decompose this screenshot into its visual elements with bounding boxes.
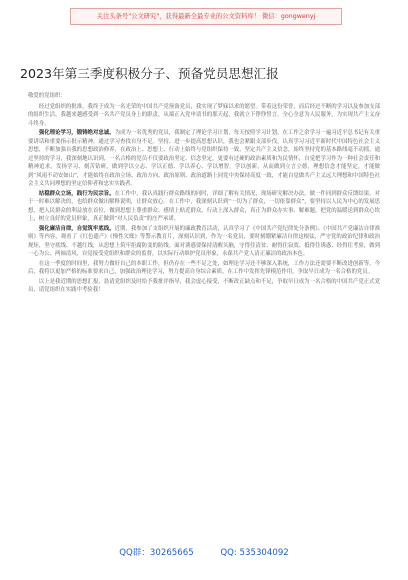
paragraph-text: 以上是我近期的思想汇报，恳请党组织及时给予我批评指导，我会虚心接受，不断改正缺点和不足，争取早日成为一名合格的中国共产党正式党员，请党组织在实践中考验我！: [28, 278, 380, 293]
body-paragraph: [28, 278, 380, 295]
body-paragraph: [28, 103, 380, 129]
paragraph-lead: 站稳群众立场，践行为民宗旨。: [38, 190, 115, 197]
paragraph-lead: 强化廉洁自律，自觉筑牢底线。: [38, 225, 115, 232]
body-paragraph: [28, 260, 380, 277]
body-paragraph: [28, 225, 380, 259]
paragraph-text: 近期，我参加了支组织开展的廉政教育活动，认真学习了《中国共产党纪律处分条例》、《中国共产党廉洁自律准则》等内容，观看了《红色遗产》《慢性欠账》等警示教育片，深刻认识到，作为一名党员，要时刻绷紧廉洁自律这根弦，严守党的政治纪律和政治规矩，坚守底线、不越红线，从思想上筑牢拒腐防变的防线。面对诱惑要保持清醒头脑，守得住清贫、耐得住寂寞、抵得住诱惑、经得住考验，做到一心为公、两袖清风，自觉接受党组织和群众的监督，以实际行动维护党员形象，永葆共产党人清正廉洁的政治本色。: [28, 225, 380, 257]
page-title: 2023年第三季度积极分子、预备党员思想汇报: [20, 66, 279, 81]
body-paragraph: [28, 190, 380, 224]
body-paragraph: [28, 129, 380, 189]
qq-text: QQ: 535304092: [220, 548, 289, 558]
footer-contact: [0, 547, 408, 559]
paragraph-lead: 强化理论学习，锻铸绝对忠诚。: [38, 130, 115, 136]
salutation: 敬爱的党组织：: [28, 93, 66, 99]
paragraph-text: 在这一季度的时间里，我努力做好自己的本职工作，但仍存在一些不足之处，如理论学习还不够深入系统，工作方法还需要不断改进创新等。今后，我将以更加严格的标准要求自己，加强政治理论学习，努力提高自身综合素质，在工作中发挥先锋模范作用，争取早日成为一名合格的党员。: [28, 260, 380, 275]
paragraph-list: [28, 103, 380, 295]
document-body: [28, 92, 380, 296]
top-banner: 关注头条号"公文研究"，获得最新全最专业的公文资料库！ 微信：gongwenyj: [70, 8, 342, 25]
paragraph-text: 经过党组织的批准，我终于成为一名光荣的中国共产党预备党员，我实现了梦寐以求的愿望。带着这份荣誉，而后经过不断的学习以及参加支部的组织生活，我越来越感受到一名共产党员身上的职责，从端正入党申请书的那天起，我就立下铮铮誓言，全心全意为人民服务，为实现共产主义奋斗终身。: [28, 103, 380, 127]
paragraph-text: 为成为一名优秀的党员，我制定了理论学习计划，每天按照学习计划，在工作之余学习一遍习近平总书记有关重要讲话和重要指示批示精神，通过学习查找自身不足。坚持、进一步提高思想认识，我也会紧跟支部步伐，认真学习习近平新时代中国特色社会主义思想，不断加强自我的思想政治修养，在政治上、思想上、行动上始终与党组织保持一致，坚定共产主义信念，始终坚持党的基本路线毫不动摇，通过坚持的学习，我深刻地认识到，一名合格的党员不仅要政治坚定、信念坚定，更要有过硬的政治素质和为民情怀，自觉把学习作为一种社会责任和精神追求，发扬学习、刻苦钻研，做到学以立志、学以正德、学以养心、学以增智，学以创新，从而做到立言立德，理想信念才能坚定，才能做到“风雨不动安如山”，才能始终在政治立场、政治方向、政治原则、政治道路上同党中央保持高度一致，才能自觉做共产主义远大理想和中国特色社会主义共同理想的坚定信仰者和忠实实践者。: [28, 130, 380, 187]
paragraph-text: 在工作中，我认真践行群众路线的同时，详细了解有关情况，现场研究解决办法，做一件同到群众反馈结果，对于一时难以解决的，也给群众做出解释说明，让群众放心。在工作中，我深刻认识到“一切为了群众，一切依靠群众”，要坚持以人民为中心的发展思想，把人民群众的利益放在首位，做到思想上尊重群众、感情上贴近群众、行动上深入群众，真正为群众办实事、解难题，把党的温暖送到群众心坎上，树立良好的党员形象，真正做到“对人民负责”的庄严承诺。: [28, 190, 380, 222]
qq-group-text: QQ群：30265665: [119, 548, 194, 558]
